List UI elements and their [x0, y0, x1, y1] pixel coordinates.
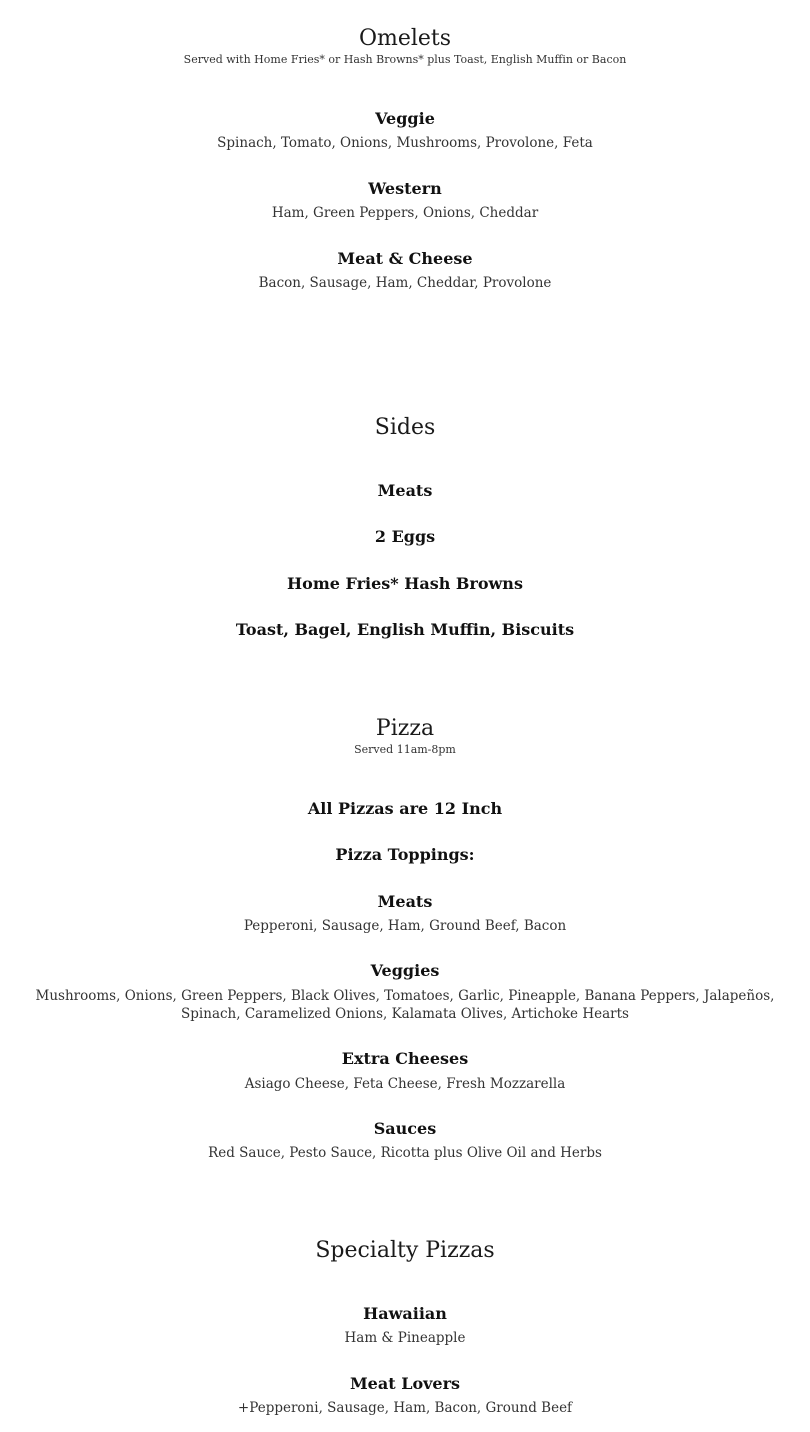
menu-item-name: Extra Cheeses — [341, 1049, 469, 1068]
section-subtitle-pizza: Served 11am-8pm — [354, 743, 456, 756]
menu-item-name: Meat Lovers — [349, 1374, 461, 1393]
menu-item-description: Ham, Green Peppers, Onions, Cheddar — [271, 205, 539, 221]
menu-item-name: Sauces — [373, 1119, 437, 1138]
section-title-sides: Sides — [374, 415, 436, 440]
section-title-omelets: Omelets — [358, 26, 452, 51]
menu-item-name: Western — [368, 179, 442, 198]
menu-item-description: Bacon, Sausage, Ham, Cheddar, Provolone — [258, 275, 552, 291]
menu-item-name: Toast, Bagel, English Muffin, Biscuits — [235, 620, 575, 639]
menu-item-description: Asiago Cheese, Feta Cheese, Fresh Mozzarella — [244, 1076, 566, 1092]
section-title-pizza: Pizza — [375, 716, 435, 741]
menu-item-description: Mushrooms, Onions, Green Peppers, Black Olives, Tomatoes, Garlic, Pineapple, Banana Peppers, Jalapeños, Spinach, Caramelized Onions, Kalamata Olives, Artichoke Hearts — [35, 988, 775, 1022]
menu-item-name: Veggies — [370, 961, 440, 980]
menu-item-description: Red Sauce, Pesto Sauce, Ricotta plus Olive Oil and Herbs — [208, 1145, 602, 1161]
menu-item-name: Meat & Cheese — [337, 249, 473, 268]
menu-item-name: Hawaiian — [363, 1304, 447, 1323]
section-title-specialty-pizzas: Specialty Pizzas — [315, 1238, 495, 1263]
menu-item-description: Pepperoni, Sausage, Ham, Ground Beef, Bacon — [243, 918, 567, 934]
menu-item-description: +Pepperoni, Sausage, Ham, Bacon, Ground Beef — [237, 1400, 573, 1416]
menu-item-name: 2 Eggs — [374, 527, 436, 546]
menu-item-name: Pizza Toppings: — [335, 845, 475, 864]
menu-item-name: Home Fries* Hash Browns — [287, 574, 523, 593]
menu-item-name: Veggie — [375, 109, 435, 128]
menu-item-name: Meats — [377, 481, 433, 500]
menu-item-name: All Pizzas are 12 Inch — [307, 799, 503, 818]
menu-item-name: Meats — [377, 892, 433, 911]
menu-item-description: Ham & Pineapple — [344, 1330, 466, 1346]
section-subtitle-omelets: Served with Home Fries* or Hash Browns* plus Toast, English Muffin or Bacon — [183, 53, 627, 66]
menu-item-description: Spinach, Tomato, Onions, Mushrooms, Provolone, Feta — [217, 135, 593, 151]
